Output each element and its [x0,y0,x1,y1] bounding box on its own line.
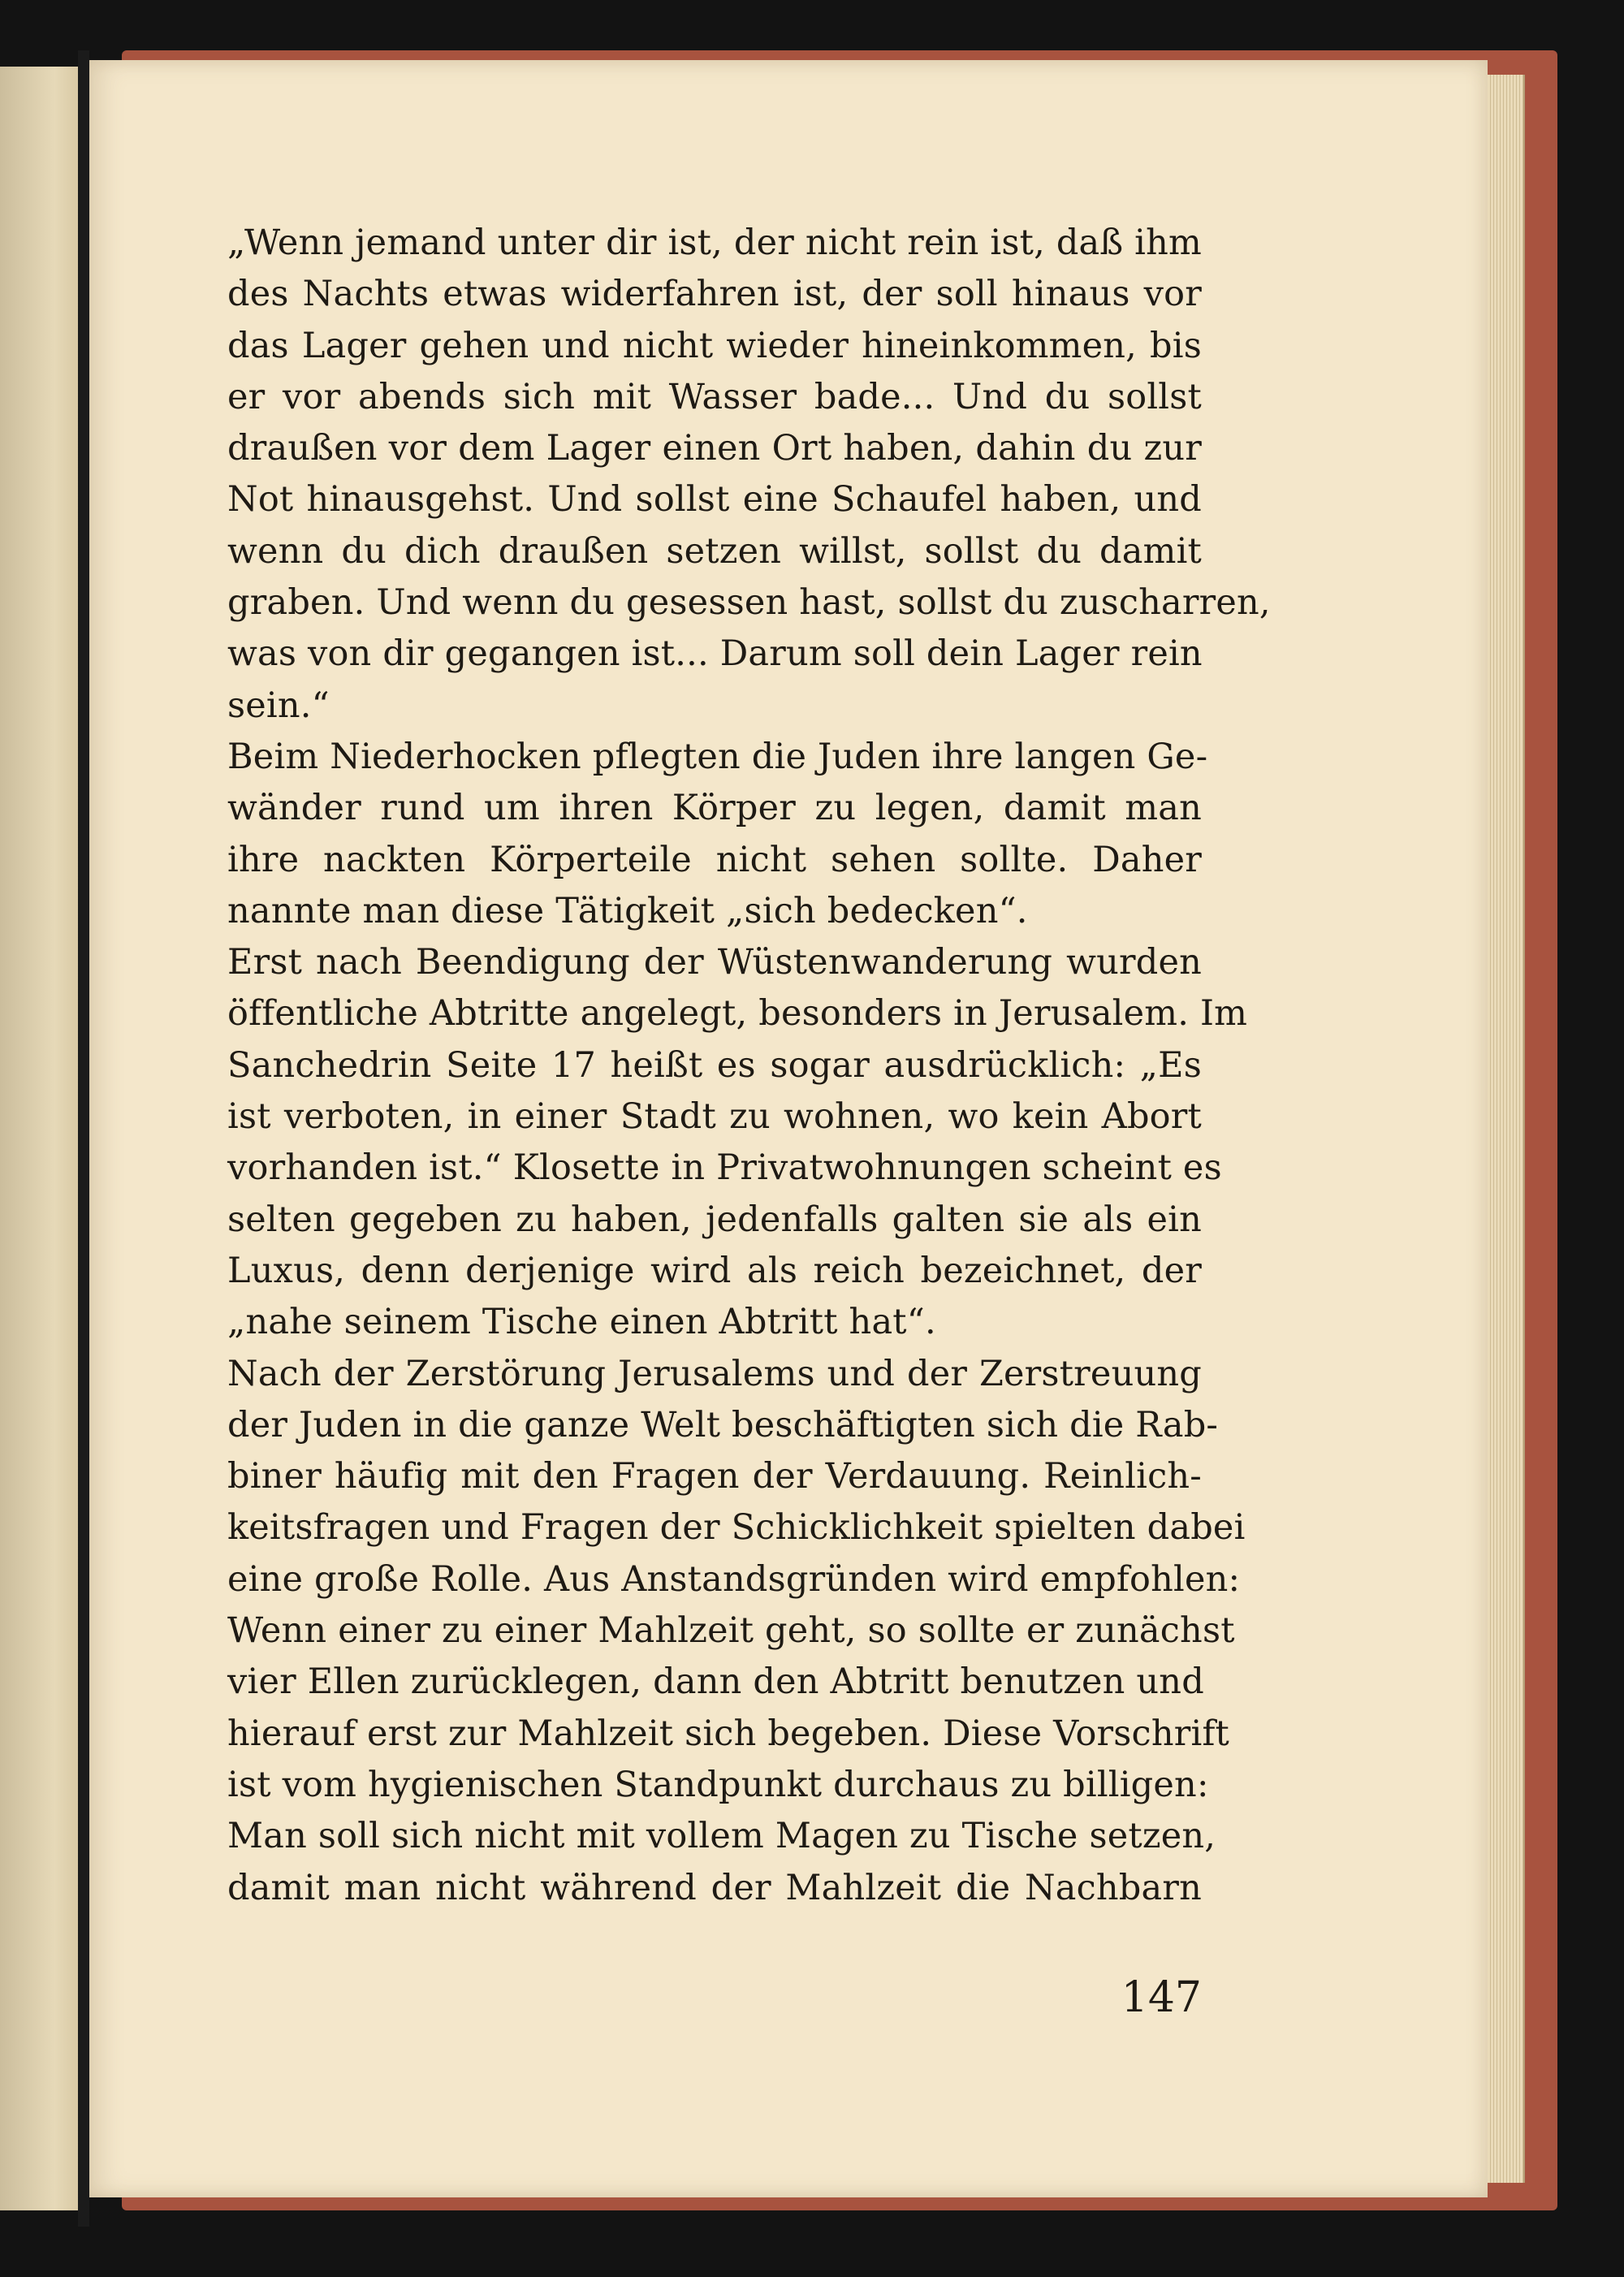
text-line: das Lager gehen und nicht wieder hineinkommen, bis [227,325,1202,366]
text-line: keitsfragen und Fragen der Schicklichkeit spielten dabei [227,1507,1246,1549]
text-line: Luxus, denn derjenige wird als reich bezeichnet, der [227,1250,1202,1291]
page-body-text [227,218,1271,1914]
text-line: Wenn einer zu einer Mahlzeit geht, so sollte er zunächst [227,1610,1235,1652]
text-line: eine große Rolle. Aus Anstandsgründen wird empfohlen: [227,1558,1241,1600]
text-line: er vor abends sich mit Wasser bade... Und du sollst [227,376,1202,417]
text-line: was von dir gegangen ist... Darum soll dein Lager rein [227,633,1203,675]
text-line: vier Ellen zurücklegen, dann den Abtritt benutzen und [227,1661,1204,1703]
text-line: ist verboten, in einer Stadt zu wohnen, wo kein Abort [227,1096,1202,1138]
text-line: graben. Und wenn du gesessen hast, sollst du zuscharren, [227,582,1271,624]
text-line: ist vom hygienischen Standpunkt durchaus zu billigen: [227,1764,1209,1805]
text-line: Not hinausgehst. Und sollst eine Schaufel haben, und [227,479,1202,521]
page-stack-edge [1488,75,1525,2183]
text-line: des Nachts etwas widerfahren ist, der soll hinaus vor [227,274,1202,315]
text-line: damit man nicht während der Mahlzeit die Nachbarn [227,1867,1202,1908]
text-line: Sanchedrin Seite 17 heißt es sogar ausdrücklich: „Es [227,1044,1202,1086]
text-line: der Juden in die ganze Welt beschäftigten sich die Rab- [227,1404,1219,1445]
text-line: vorhanden ist.“ Klosette in Privatwohnungen scheint es [227,1147,1222,1189]
text-line: sein.“ [227,685,330,726]
text-line: öffentliche Abtritte angelegt, besonders in Jerusalem. Im [227,993,1248,1035]
text-line: hierauf erst zur Mahlzeit sich begeben. Diese Vorschrift [227,1713,1230,1754]
text-line: „nahe seinem Tische einen Abtritt hat“. [227,1302,936,1343]
text-line: Man soll sich nicht mit vollem Magen zu Tische setzen, [227,1816,1216,1857]
page-number: 147 [1121,1973,1202,2022]
text-line: wänder rund um ihren Körper zu legen, damit man [227,788,1202,829]
text-line: wenn du dich draußen setzen willst, sollst du damit [227,530,1202,572]
book-gutter [78,50,89,2227]
text-line: selten gegeben zu haben, jedenfalls galten sie als ein [227,1199,1202,1240]
text-line: ihre nackten Körperteile nicht sehen sollte. Daher [227,839,1202,880]
text-line: „Wenn jemand unter dir ist, der nicht rein ist, daß ihm [227,223,1202,263]
text-line: Erst nach Beendigung der Wüstenwanderung wurden [227,942,1202,983]
text-line: nannte man diese Tätigkeit „sich bedecken“. [227,890,1028,931]
text-line: Beim Niederhocken pflegten die Juden ihre langen Ge- [227,736,1208,777]
previous-page-edge [0,67,80,2210]
text-line: biner häufig mit den Fragen der Verdauung. Reinlich- [227,1456,1202,1497]
text-line: Nach der Zerstörung Jerusalems und der Zerstreuung [227,1353,1202,1394]
text-line: draußen vor dem Lager einen Ort haben, dahin du zur [227,428,1202,469]
